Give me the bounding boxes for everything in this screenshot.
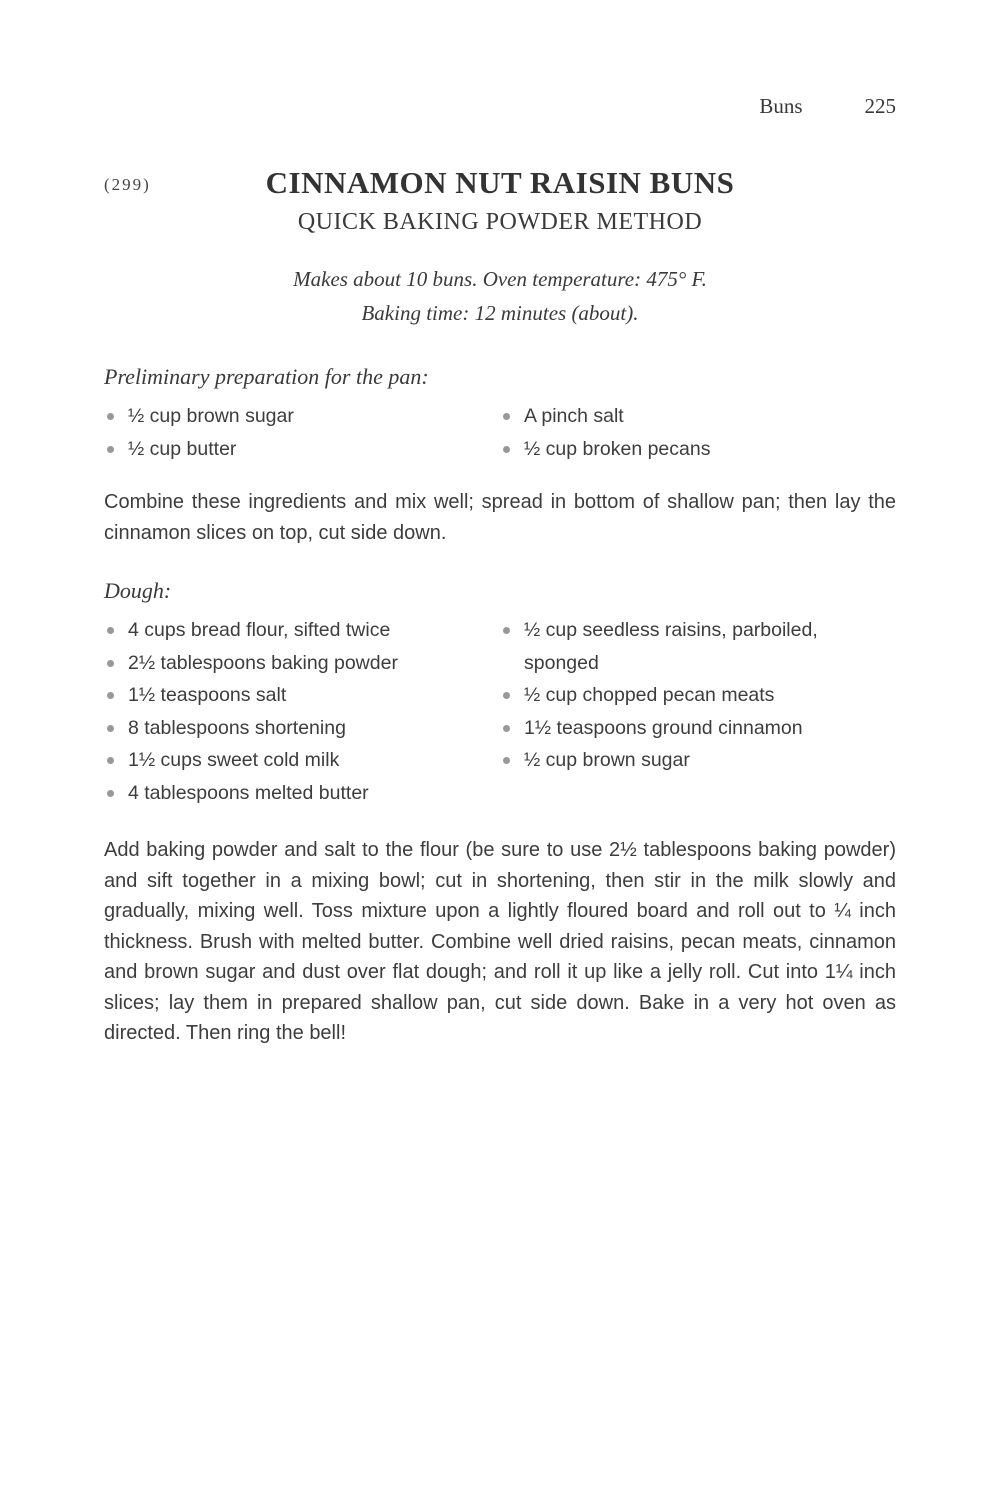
running-header [104, 94, 896, 119]
time-line: Baking time: 12 minutes (about). [361, 301, 639, 325]
dough-right-column [500, 614, 896, 809]
dough-left-list [104, 614, 500, 809]
list-item: ½ cup brown sugar [500, 744, 896, 777]
recipe-yield-and-time [104, 262, 896, 330]
recipe-number: (299) [104, 175, 151, 194]
prep-right-column [500, 400, 896, 465]
list-item: ½ cup butter [104, 433, 500, 466]
dough-right-list [500, 614, 896, 777]
list-item: 4 cups bread flour, sifted twice [104, 614, 500, 647]
list-item: 2½ tablespoons baking powder [104, 647, 500, 680]
prep-section-heading: Preliminary preparation for the pan: [104, 364, 429, 389]
dough-section-heading: Dough: [104, 578, 172, 603]
list-item: ½ cup broken pecans [500, 433, 896, 466]
recipe-title: CINNAMON NUT RAISIN BUNS [265, 165, 735, 200]
list-item: ½ cup chopped pecan meats [500, 679, 896, 712]
prep-left-list [104, 400, 500, 465]
prep-right-list [500, 400, 896, 465]
method-paragraph: Add baking powder and salt to the flour (be sure to use 2½ tablespoons baking powder) and sift together in a mixing bowl; cut in shortening, then stir in the milk slowly and gradually, mixing well. Toss mixture upon a lightly floured board and roll out to ¼ inch thickness. Brush with melted butter. Combine well dried raisins, pecan meats, cinnamon and brown sugar and dust over flat dough; and roll it up like a jelly roll. Cut into 1¼ inch slices; lay them in prepared shallow pan, cut side down. Bake in a very hot oven as directed. Then ring the bell! [104, 839, 896, 1044]
dough-ingredient-columns [104, 614, 896, 809]
yield-line: Makes about 10 buns. Oven temperature: 475° F. [293, 267, 707, 291]
dough-left-column [104, 614, 500, 809]
list-item: 8 tablespoons shortening [104, 712, 500, 745]
prep-instructions-paragraph: Combine these ingredients and mix well; spread in bottom of shallow pan; then lay the cinnamon slices on top, cut side down. [104, 491, 896, 544]
list-item: 1½ teaspoons salt [104, 679, 500, 712]
list-item: 1½ teaspoons ground cinnamon [500, 712, 896, 745]
list-item: 1½ cups sweet cold milk [104, 744, 500, 777]
list-item: A pinch salt [500, 400, 896, 433]
recipe-subtitle: QUICK BAKING POWDER METHOD [297, 209, 703, 235]
title-block [104, 165, 896, 236]
list-item: ½ cup brown sugar [104, 400, 500, 433]
prep-left-column [104, 400, 500, 465]
running-header-section: Buns [759, 94, 803, 118]
list-item: 4 tablespoons melted butter [104, 777, 500, 810]
prep-ingredient-columns [104, 400, 896, 465]
list-item: ½ cup seedless raisins, parboiled, sponged [500, 614, 896, 679]
page-number: 225 [864, 94, 896, 118]
